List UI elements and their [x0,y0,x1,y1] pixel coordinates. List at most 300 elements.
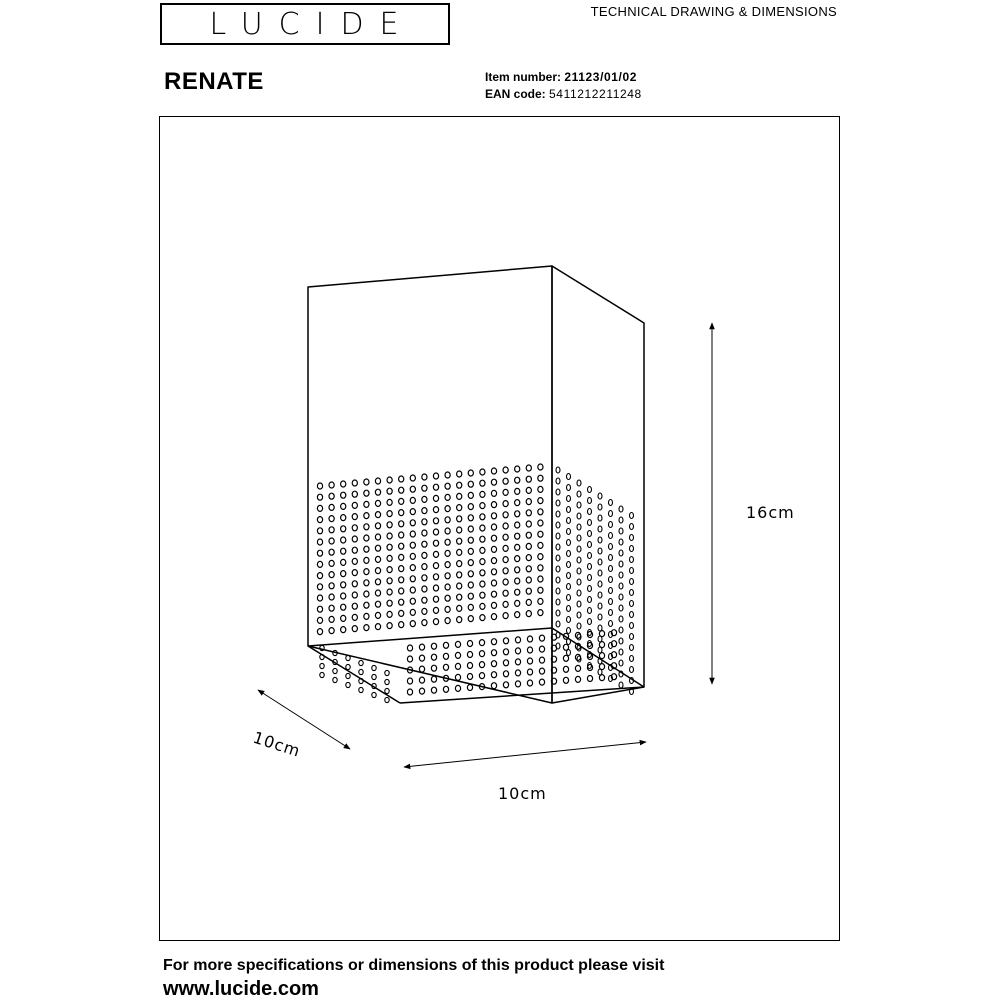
perforation-pattern-front [317,464,616,703]
brand-logo-text: LUCIDE [209,7,415,42]
perforation-dot [364,557,369,563]
perforation-dot [352,491,357,497]
perforation-dot [503,671,508,677]
perforation-dot [468,481,473,487]
perforation-dot [457,505,462,511]
perforation-dot [410,475,415,481]
perforation-dot [422,485,427,491]
perforation-dot [457,583,462,589]
depth-label: 10cm [250,727,303,761]
perforation-dot [515,488,520,494]
perforation-dot [480,469,485,475]
perforation-dot [445,539,450,545]
perforation-dot [329,628,334,634]
perforation-dot [431,643,436,649]
perforation-dot [577,579,581,585]
perforation-dot [538,587,543,593]
perforation-dot [387,611,392,617]
perforation-dot [385,697,389,702]
perforation-dot [422,496,427,502]
perforation-dot [346,655,350,660]
perforation-dot [491,569,496,575]
perforation-dot [422,508,427,514]
perforation-dot [619,561,623,567]
perforation-dot [556,467,560,473]
footer-website-link[interactable]: www.lucide.com [163,978,319,1000]
perforation-dot [352,570,357,576]
perforation-dot [480,592,485,598]
perforation-dot [333,668,337,673]
perforation-dot [567,496,571,502]
perforation-dot [619,660,623,666]
perforation-dot [556,478,560,484]
perforation-dot [515,578,520,584]
perforation-dot [419,666,424,672]
perforation-dot [352,558,357,564]
perforation-dot [515,544,520,550]
perforation-dot [588,619,592,625]
perforation-dot [364,591,369,597]
perforation-dot [387,544,392,550]
perforation-dot [431,676,436,682]
perforation-dot [619,539,623,545]
perforation-dot [433,473,438,479]
perforation-dot [539,635,544,641]
perforation-dot [399,487,404,493]
perforation-dot [364,580,369,586]
perforation-dot [375,523,380,529]
perforation-dot [598,504,602,510]
perforation-dot [567,485,571,491]
lamp-outline [308,266,644,703]
perforation-dot [527,658,532,664]
perforation-dot [320,663,324,668]
perforation-dot [399,588,404,594]
perforation-dot [503,682,508,688]
perforation-dot [431,687,436,693]
perforation-dot [577,568,581,574]
perforation-dot [387,589,392,595]
perforation-dot [630,513,634,519]
perforation-dot [317,517,322,523]
perforation-dot [630,634,634,640]
perforation-dot [577,546,581,552]
perforation-dot [567,628,571,634]
perforation-dot [375,601,380,607]
perforation-dot [399,532,404,538]
item-number-value: 21123/01/02 [564,70,638,84]
perforation-dot [422,552,427,558]
perforation-dot [352,525,357,531]
perforation-dot [317,561,322,567]
perforation-dot [630,546,634,552]
width-dimension-line [404,742,646,767]
perforation-dot [410,509,415,515]
perforation-dot [317,505,322,511]
perforation-dot [329,516,334,522]
perforation-dot [630,601,634,607]
perforation-dot [375,512,380,518]
perforation-dot [399,599,404,605]
perforation-dot [619,616,623,622]
perforation-dot [538,610,543,616]
perforation-dot [598,493,602,499]
perforation-dot [341,615,346,621]
perforation-dot [433,529,438,535]
perforation-dot [609,566,613,572]
perforation-dot [567,551,571,557]
perforation-dot [619,517,623,523]
perforation-dot [468,537,473,543]
perforation-dot [598,559,602,565]
perforation-dot [630,557,634,563]
perforation-dot [538,531,543,537]
perforation-dot [410,609,415,615]
perforation-dot [577,612,581,618]
perforation-dot [480,615,485,621]
perforation-dot [515,612,520,618]
perforation-dot [385,679,389,684]
ean-label: EAN code: [485,87,546,101]
perforation-dot [422,519,427,525]
perforation-dot [556,577,560,583]
perforation-dot [619,528,623,534]
perforation-dot [609,577,613,583]
perforation-dot [375,500,380,506]
perforation-dot [352,592,357,598]
perforation-dot [317,606,322,612]
perforation-dot [467,652,472,658]
perforation-dot [515,637,520,643]
perforation-dot [329,482,334,488]
perforation-dot [468,470,473,476]
perforation-dot [359,660,363,665]
perforation-dot [329,594,334,600]
perforation-dot [422,597,427,603]
ean-value: 5411212211248 [549,87,642,101]
perforation-dot [445,584,450,590]
perforation-dot [352,614,357,620]
perforation-dot [468,515,473,521]
perforation-dot [556,489,560,495]
perforation-dot [317,539,322,545]
perforation-dot [538,598,543,604]
perforation-dot [515,556,520,562]
perforation-dot [567,573,571,579]
perforation-dot [375,568,380,574]
perforation-dot [598,526,602,532]
perforation-dot [598,592,602,598]
perforation-dot [364,625,369,631]
perforation-dot [375,612,380,618]
perforation-dot [329,583,334,589]
perforation-dot [567,540,571,546]
perforation-dot [455,674,460,680]
perforation-dot [577,557,581,563]
perforation-dot [515,670,520,676]
perforation-dot [346,673,350,678]
perforation-dot [407,645,412,651]
perforation-dot [375,624,380,630]
perforation-dot [352,603,357,609]
perforation-dot [526,577,531,583]
perforation-dot [407,678,412,684]
perforation-dot [387,511,392,517]
perforation-dot [317,573,322,579]
perforation-dot [515,500,520,506]
perforation-dot [422,586,427,592]
perforation-dot [422,608,427,614]
perforation-dot [445,595,450,601]
perforation-dot [387,477,392,483]
perforation-dot [538,486,543,492]
perforation-dot [588,608,592,614]
perforation-dot [491,513,496,519]
perforation-dot [491,558,496,564]
perforation-dot [399,577,404,583]
perforation-dot [630,612,634,618]
perforation-dot [387,567,392,573]
perforation-dot [503,579,508,585]
perforation-dot [563,666,568,672]
perforation-dot [445,618,450,624]
perforation-dot [577,623,581,629]
perforation-dot [567,507,571,513]
perforation-dot [598,570,602,576]
perforation-dot [598,647,602,653]
perforation-dot [468,504,473,510]
perforation-dot [598,548,602,554]
perforation-dot [526,566,531,572]
perforation-dot [372,665,376,670]
perforation-dot [479,673,484,679]
perforation-dot [346,682,350,687]
perforation-dot [609,544,613,550]
perforation-dot [609,599,613,605]
perforation-dot [457,617,462,623]
perforation-dot [387,488,392,494]
perforation-dot [577,502,581,508]
perforation-dot [556,621,560,627]
perforation-dot [419,688,424,694]
perforation-dot [503,613,508,619]
perforation-dot [619,605,623,611]
perforation-dot [556,588,560,594]
perforation-dot [468,526,473,532]
perforation-dot [515,681,520,687]
perforation-dot [515,567,520,573]
perforation-dot [364,613,369,619]
perforation-dot [329,549,334,555]
perforation-dot [491,490,496,496]
perforation-dot [479,651,484,657]
perforation-dot [341,571,346,577]
perforation-dot [491,502,496,508]
perforation-dot [341,526,346,532]
perforation-dot [598,537,602,543]
perforation-dot [341,515,346,521]
perforation-dot [375,478,380,484]
perforation-dot [341,582,346,588]
perforation-dot [320,672,324,677]
perforation-dot [455,652,460,658]
perforation-dot [468,616,473,622]
perforation-dot [341,593,346,599]
perforation-dot [575,632,580,638]
perforation-dot [422,530,427,536]
perforation-dot [577,491,581,497]
product-name: RENATE [164,68,264,95]
perforation-dot [329,605,334,611]
perforation-dot [329,572,334,578]
perforation-dot [364,602,369,608]
perforation-dot [539,646,544,652]
perforation-dot [503,590,508,596]
perforation-dot [491,535,496,541]
perforation-dot [515,477,520,483]
perforation-dot [609,610,613,616]
perforation-dot [503,489,508,495]
perforation-dot [526,543,531,549]
perforation-dot [431,654,436,660]
perforation-dot [556,610,560,616]
perforation-dot [399,521,404,527]
perforation-dot [407,656,412,662]
perforation-dot [630,590,634,596]
perforation-dot [410,621,415,627]
perforation-dot [317,483,322,489]
perforation-dot [503,545,508,551]
perforation-dot [630,568,634,574]
perforation-dot [352,514,357,520]
perforation-dot [587,676,592,682]
perforation-dot [515,511,520,517]
perforation-dot [480,480,485,486]
perforation-dot [457,572,462,578]
perforation-dot [467,663,472,669]
perforation-dot [619,572,623,578]
perforation-dot [630,645,634,651]
perforation-dot [526,599,531,605]
perforation-dot [480,536,485,542]
perforation-dot [433,619,438,625]
perforation-dot [375,590,380,596]
perforation-dot [457,493,462,499]
perforation-dot [577,535,581,541]
perforation-dot [503,478,508,484]
perforation-dot [333,677,337,682]
perforation-dot [445,528,450,534]
perforation-dot [480,503,485,509]
perforation-dot [491,614,496,620]
perforation-dot [329,560,334,566]
perforation-dot [317,528,322,534]
perforation-dot [359,687,363,692]
perforation-dot [619,594,623,600]
perforation-dot [457,516,462,522]
perforation-dot [538,475,543,481]
document-type: TECHNICAL DRAWING & DIMENSIONS [590,4,837,19]
perforation-dot [364,535,369,541]
perforation-dot [480,547,485,553]
perforation-dot [567,584,571,590]
perforation-dot [588,509,592,515]
perforation-dot [467,685,472,691]
perforation-dot [538,464,543,470]
perforation-dot [399,510,404,516]
perforation-dot [480,581,485,587]
lamp-bottom-edge [308,628,552,646]
perforation-dot [515,522,520,528]
perforation-dot [468,571,473,577]
perforation-dot [387,533,392,539]
perforation-dot [317,584,322,590]
perforation-dot [527,636,532,642]
perforation-dot [619,638,623,644]
perforation-dot [457,549,462,555]
perforation-dot [385,688,389,693]
perforation-dot [375,545,380,551]
perforation-dot [433,551,438,557]
perforation-dot [556,544,560,550]
perforation-dot [422,541,427,547]
perforation-dot [588,586,592,592]
perforation-dot [491,639,496,645]
perforation-dot [341,604,346,610]
perforation-dot [317,617,322,623]
perforation-dot [515,466,520,472]
perforation-dot [503,638,508,644]
perforation-dot [491,524,496,530]
perforation-dot [619,550,623,556]
perforation-dot [567,562,571,568]
perforation-dot [538,576,543,582]
perforation-dot [538,565,543,571]
perforation-dot [575,665,580,671]
perforation-dot [609,588,613,594]
perforation-dot [526,510,531,516]
perforation-dot [630,656,634,662]
perforation-dot [539,679,544,685]
perforation-dot [433,518,438,524]
perforation-dot [457,561,462,567]
perforation-dot [556,522,560,528]
perforation-dot [577,601,581,607]
perforation-dot [399,498,404,504]
perforation-dot [341,627,346,633]
perforation-dot [364,569,369,575]
perforation-dot [526,499,531,505]
perforation-dot [410,497,415,503]
perforation-dot [468,548,473,554]
perforation-dot [457,594,462,600]
perforation-dot [468,492,473,498]
perforation-dot [598,603,602,609]
perforation-dot [410,486,415,492]
perforation-dot [503,501,508,507]
perforation-dot [619,583,623,589]
perforation-dot [329,493,334,499]
perforation-dot [563,677,568,683]
perforation-dot [387,555,392,561]
perforation-dot [457,527,462,533]
perforation-dot [419,644,424,650]
perforation-dot [526,611,531,617]
perforation-dot [556,555,560,561]
perforation-dot [588,564,592,570]
perforation-dot [407,689,412,695]
perforation-dot [457,538,462,544]
